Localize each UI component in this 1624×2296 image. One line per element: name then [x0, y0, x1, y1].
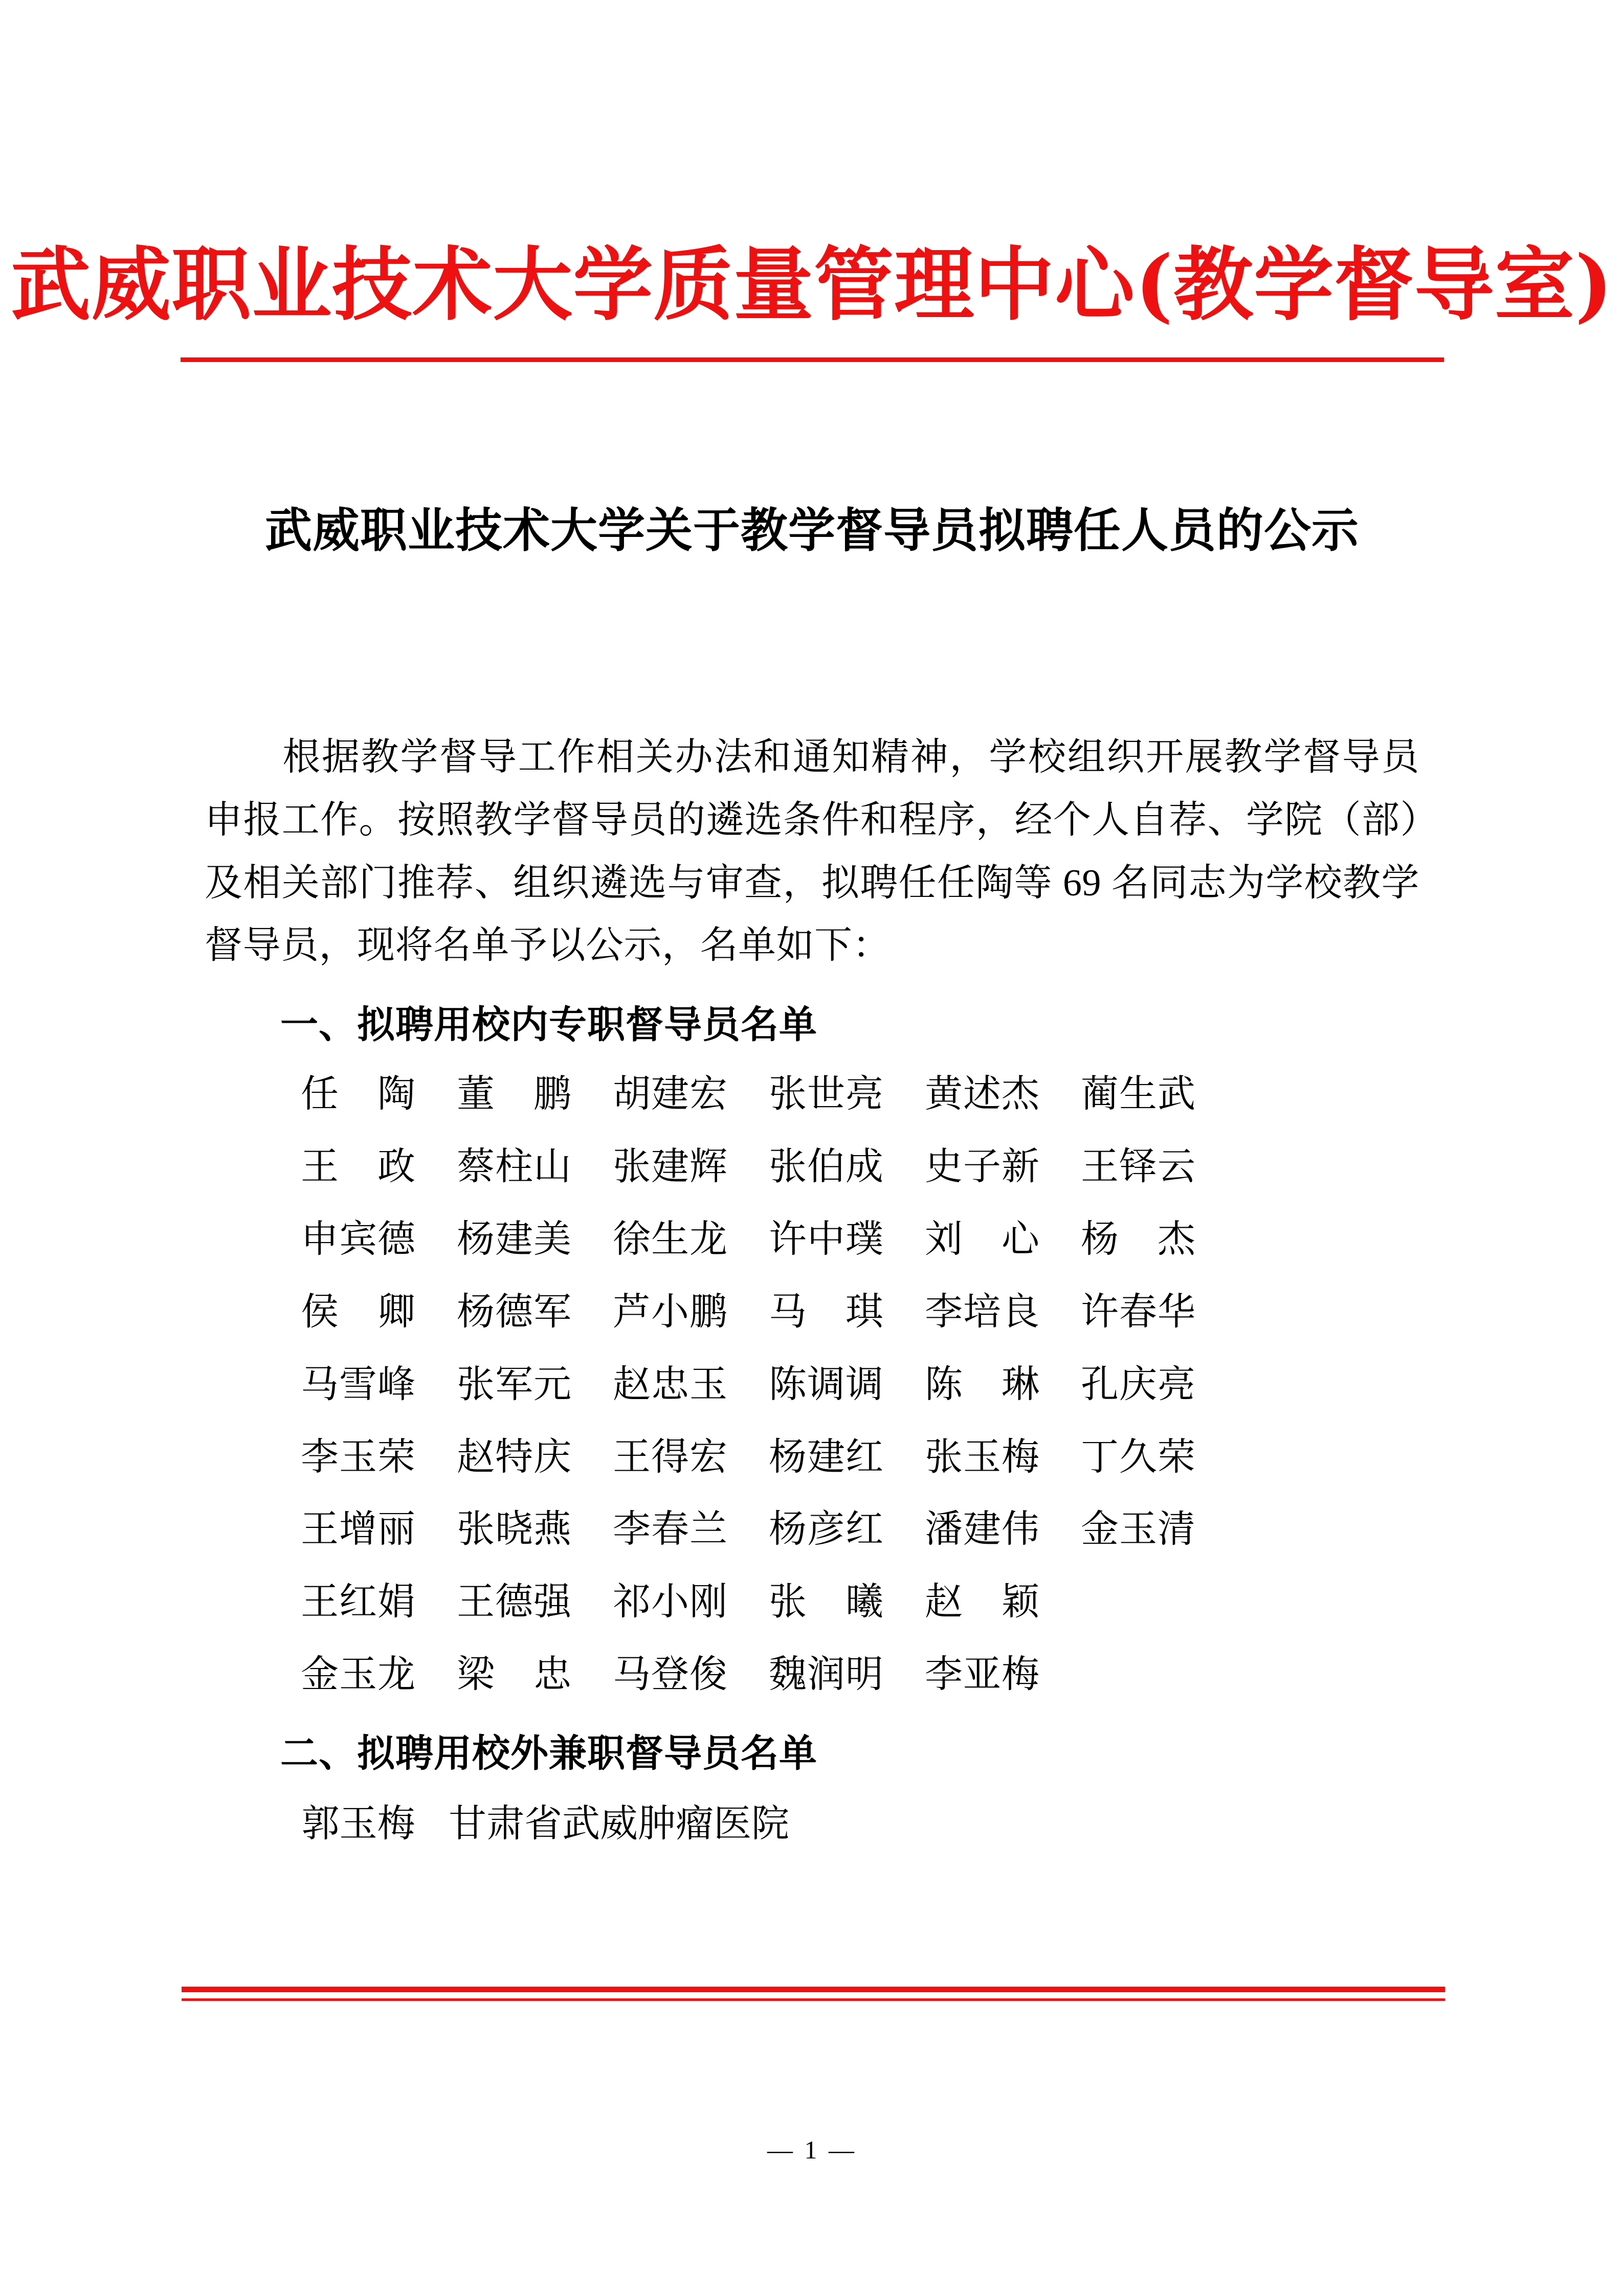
name-cell: 王 政 [301, 1146, 416, 1188]
name-cell: 张军元 [457, 1363, 572, 1406]
name-cell: 史子新 [925, 1146, 1040, 1188]
name-cell: 丁久荣 [1081, 1436, 1196, 1478]
name-cell: 张世亮 [769, 1073, 884, 1116]
name-cell: 王德强 [457, 1581, 572, 1624]
name-cell: 王增丽 [301, 1509, 416, 1551]
name-cell: 祁小刚 [613, 1581, 728, 1624]
name-cell: 梁 忠 [457, 1654, 572, 1696]
name-cell: 李培良 [925, 1291, 1040, 1333]
name-cell: 芦小鹏 [613, 1291, 728, 1333]
name-row [280, 1427, 1389, 1489]
name-cell: 杨德军 [457, 1291, 572, 1333]
footer-rule-thin [182, 1998, 1445, 2001]
external-list-item [205, 1794, 1419, 1855]
masthead-divider [181, 357, 1444, 362]
footer-divider [182, 1987, 1445, 2001]
external-name: 郭玉梅 [301, 1803, 415, 1845]
name-cell: 王得宏 [613, 1436, 728, 1478]
name-cell: 杨建红 [769, 1436, 884, 1478]
internal-name-list [205, 1064, 1419, 1706]
section-heading-internal: 一、拟聘用校内专职督导员名单 [280, 1003, 817, 1047]
name-cell: 金玉清 [1081, 1509, 1196, 1551]
section-heading-external: 二、拟聘用校外兼职督导员名单 [280, 1731, 817, 1776]
name-cell: 魏润明 [769, 1654, 884, 1696]
name-cell: 杨 杰 [1081, 1218, 1196, 1260]
intro-paragraph [205, 726, 1419, 977]
name-cell: 张 曦 [769, 1581, 884, 1624]
name-row [280, 1137, 1389, 1198]
name-cell: 徐生龙 [613, 1218, 728, 1260]
name-cell [1060, 1572, 1216, 1633]
name-row [280, 1499, 1389, 1561]
masthead-title: 武威职业技术大学质量管理中心(教学督导室) [11, 238, 1613, 331]
name-row [280, 1355, 1389, 1416]
name-cell: 赵 颖 [925, 1581, 1040, 1624]
name-cell: 张建辉 [613, 1146, 728, 1188]
name-cell: 董 鹏 [457, 1073, 572, 1116]
name-cell: 蔡柱山 [457, 1146, 572, 1188]
name-cell: 李亚梅 [925, 1654, 1040, 1696]
name-cell: 李春兰 [613, 1509, 728, 1551]
name-cell: 陈调调 [769, 1363, 884, 1406]
name-cell: 杨彦红 [769, 1509, 884, 1551]
masthead [0, 240, 1624, 362]
name-cell: 王红娟 [301, 1581, 416, 1624]
name-row [280, 1645, 1389, 1706]
name-cell: 王铎云 [1081, 1146, 1196, 1188]
name-row [280, 1209, 1389, 1271]
name-cell: 任 陶 [301, 1073, 416, 1116]
name-cell: 陈 琳 [925, 1363, 1040, 1406]
name-cell: 张玉梅 [925, 1436, 1040, 1478]
name-cell: 申宾德 [301, 1218, 416, 1260]
name-cell: 侯 卿 [301, 1291, 416, 1333]
name-cell: 许春华 [1081, 1291, 1196, 1333]
name-cell: 蔺生武 [1081, 1073, 1196, 1116]
external-organization: 甘肃省武威肿瘤医院 [449, 1803, 789, 1845]
name-row [280, 1282, 1389, 1343]
name-cell: 李玉荣 [301, 1436, 416, 1478]
name-cell: 许中璞 [769, 1218, 884, 1260]
name-cell: 马雪峰 [301, 1363, 416, 1406]
name-cell: 张伯成 [769, 1146, 884, 1188]
name-cell: 马 琪 [769, 1291, 884, 1333]
name-row [280, 1572, 1389, 1633]
name-cell: 胡建宏 [613, 1073, 728, 1116]
name-cell: 赵特庆 [457, 1436, 572, 1478]
name-row [280, 1064, 1389, 1126]
footer-rule-thick [182, 1987, 1445, 1992]
document-body [205, 726, 1419, 1855]
name-cell: 赵忠玉 [613, 1363, 728, 1406]
intro-paragraph-text: 根据教学督导工作相关办法和通知精神，学校组织开展教学督导员申报工作。按照教学督导员的遴选条件和程序，经个人自荐、学院（部）及相关部门推荐、组织遴选与审查，拟聘任任陶等 69 名同志为学校教学督导员，现将名单予以公示，名单如下： [205, 736, 1419, 967]
name-cell: 孔庆亮 [1081, 1363, 1196, 1406]
name-cell: 刘 心 [925, 1218, 1040, 1260]
name-cell: 马登俊 [613, 1654, 728, 1696]
page-number: — 1 — [767, 2135, 857, 2164]
name-cell: 杨建美 [457, 1218, 572, 1260]
page-title: 武威职业技术大学关于教学督导员拟聘任人员的公示 [264, 503, 1359, 558]
name-cell [1060, 1645, 1216, 1706]
name-cell: 金玉龙 [301, 1654, 416, 1696]
name-cell: 黄述杰 [925, 1073, 1040, 1116]
name-cell: 张晓燕 [457, 1509, 572, 1551]
name-cell: 潘建伟 [925, 1509, 1040, 1551]
